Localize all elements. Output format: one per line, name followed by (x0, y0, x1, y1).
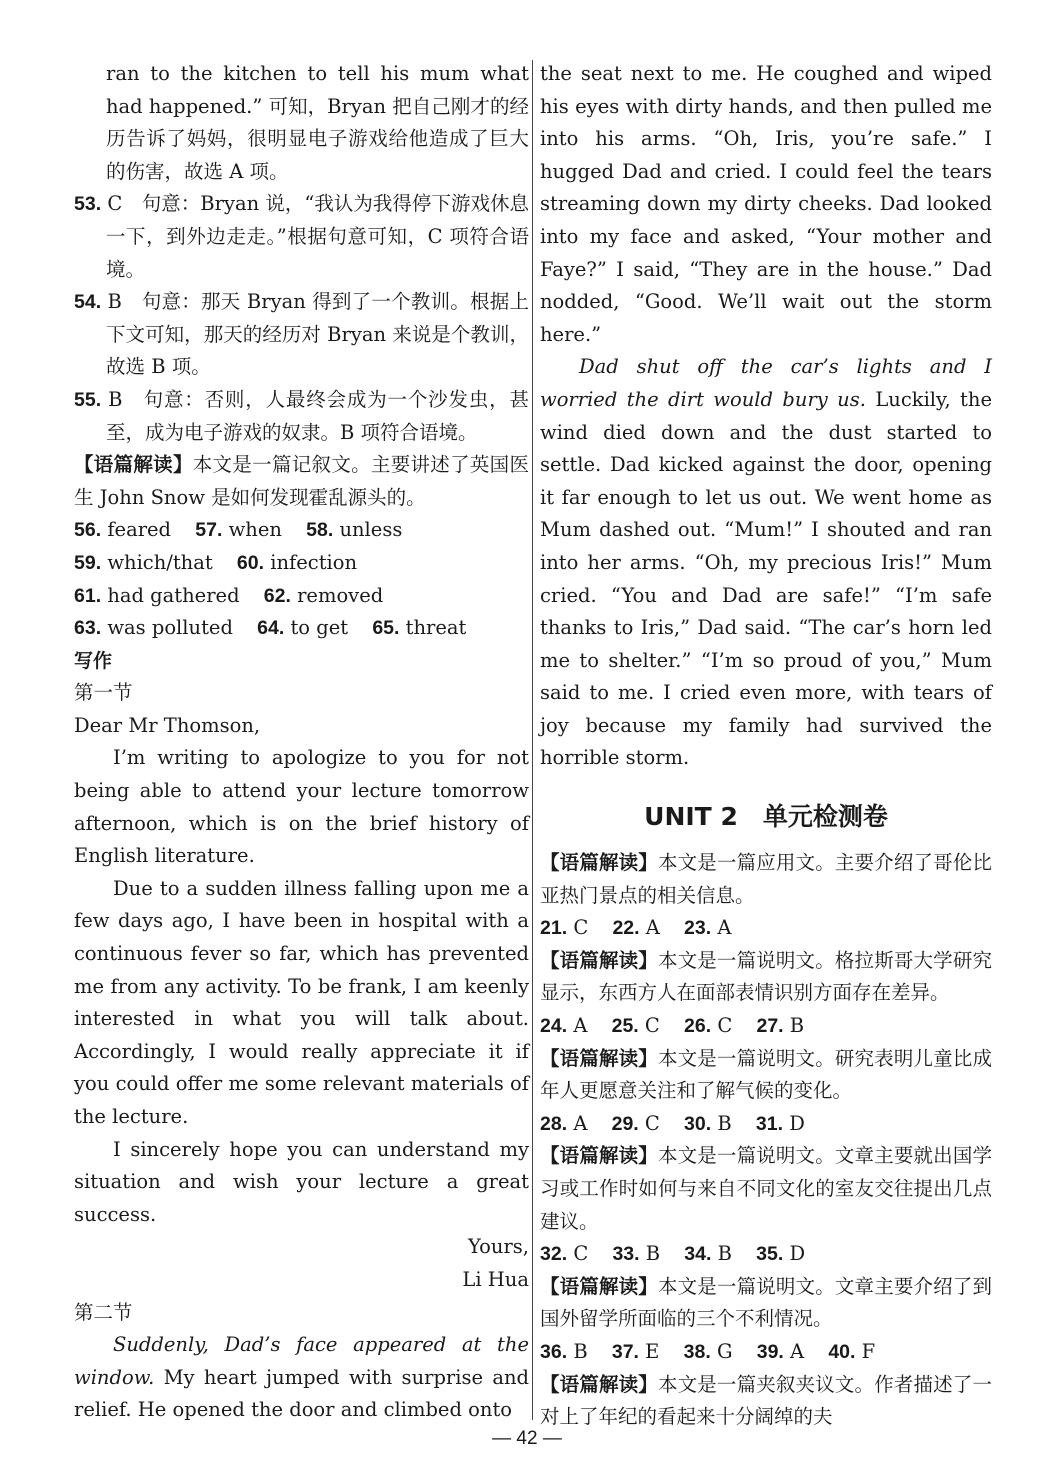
answer-row: 21. C 22. A 23. A (540, 916, 732, 940)
section-two-heading: 第二节 (74, 1300, 133, 1324)
answer-row: 32. C 33. B 34. B 35. D (540, 1242, 806, 1266)
column-divider (532, 60, 533, 1420)
passage-analysis: 【语篇解读】本文是一篇说明文。文章主要就出国学习或工作时如何与来自不同文化的室友交往提出几点建议。 (540, 1144, 992, 1233)
letter-closing: Yours, (467, 1235, 529, 1259)
answer-row: 56. feared 57. when 58. unless (74, 518, 403, 542)
right-column (540, 58, 992, 1434)
answer-row: 59. which/that 60. infection (74, 550, 358, 574)
writing-heading: 写作 (74, 649, 113, 672)
page-number: — 42 — (492, 1428, 562, 1449)
passage-analysis: 【语篇解读】本文是一篇说明文。文章主要介绍了到国外留学所面临的三个不利情况。 (540, 1274, 992, 1331)
analysis-block (540, 847, 992, 945)
analysis-block (540, 1140, 992, 1270)
letter-paragraph: I sincerely hope you can understand my situation and wish your lecture a great success. (74, 1137, 529, 1226)
passage-analysis: 【语篇解读】本文是一篇夹叙夹议文。作者描述了一对上了年纪的看起来十分阔绰的夫 (540, 1372, 992, 1429)
story-paragraph: Suddenly, Dad’s face appeared at the window. My heart jumped with surprise and relief. He opened the door and climbed onto (74, 1333, 529, 1422)
answer-row: 63. was polluted 64. to get 65. threat (74, 616, 467, 640)
passage-analysis: 【语篇解读】本文是一篇说明文。研究表明儿童比成年人更愿意关注和了解气候的变化。 (540, 1046, 992, 1103)
section-one-heading: 第一节 (74, 681, 133, 705)
letter-signature: Li Hua (462, 1267, 529, 1291)
answer-row: 36. B 37. E 38. G 39. A 40. F (540, 1339, 876, 1363)
answer-55: 55. B 句意：否则，人最终会成为一个沙发虫，甚至，成为电子游戏的奴隶。B 项符合语境。 (74, 387, 529, 444)
answer-row: 24. A 25. C 26. C 27. B (540, 1014, 805, 1038)
answer-54: 54. B 句意：那天 Bryan 得到了一个教训。根据上下文可知，那天的经历对 Bryan 来说是个教训，故选 B 项。 (74, 290, 529, 379)
analysis-block (540, 945, 992, 1043)
letter-paragraph: Due to a sudden illness falling upon me a few days ago, I have been in hospital with a continuous fever so far, which has prevented me from any activity. To be frank, I am keenly interested in what you will talk about. Accordingly, I would really appreciate it if you could offer me some relevant materials of the lecture. (74, 876, 529, 1128)
story-paragraph: Dad shut off the car’s lights and I worried the dirt would bury us. Luckily, the wind died down and the dust started to settle. Dad kicked against the door, opening it far enough to let us out. We went home as Mum dashed out. “Mum!” I shouted and ran into her arms. “Oh, my precious Iris!” Mum cried. “You and Dad are safe!” “I’m safe thanks to Iris,” Dad said. “The car’s horn led me to shelter.” “I’m so proud of you,” Mum said to me. I cried even more, with tears of joy because my family had survived the horrible storm. (540, 355, 992, 770)
story-continuation: the seat next to me. He coughed and wiped his eyes with dirty hands, and then pulled me into his arms. “Oh, Iris, you’re safe.” I hugged Dad and cried. I could feel the tears streaming down my dirty cheeks. Dad looked into my face and asked, “Your mother and Faye?” I said, “They are in the house.” Dad nodded, “Good. We’ll wait out the storm here.” (540, 62, 992, 346)
letter-paragraph: I’m writing to apologize to you for not being able to attend your lecture tomorrow afternoon, which is on the brief history of English literature. (74, 746, 529, 868)
passage-analysis: 【语篇解读】本文是一篇说明文。格拉斯哥大学研究显示，东西方人在面部表情识别方面存在差异。 (540, 948, 992, 1005)
answer-52-continuation: ran to the kitchen to tell his mum what had happened.” 可知，Bryan 把自己刚才的经历告诉了妈妈，很明显电子游戏给他造成了巨大的伤害，故选 A 项。 (106, 62, 529, 183)
passage-analysis: 【语篇解读】本文是一篇记叙文。主要讲述了英国医生 John Snow 是如何发现霍乱源头的。 (74, 453, 529, 509)
passage-analysis: 【语篇解读】本文是一篇应用文。主要介绍了哥伦比亚热门景点的相关信息。 (540, 851, 992, 907)
answer-53: 53. C 句意：Bryan 说，“我认为我得停下游戏休息一下，到外边走走。”根据句意可知，C 项符合语境。 (74, 192, 529, 281)
unit-title: UNIT 2 单元检测卷 (644, 802, 888, 832)
analysis-block (540, 1043, 992, 1141)
left-column (74, 58, 529, 1427)
letter-salutation: Dear Mr Thomson, (74, 713, 261, 737)
answer-row: 61. had gathered 62. removed (74, 583, 384, 607)
analysis-block (540, 1271, 992, 1369)
answer-row: 28. A 29. C 30. B 31. D (540, 1111, 805, 1135)
